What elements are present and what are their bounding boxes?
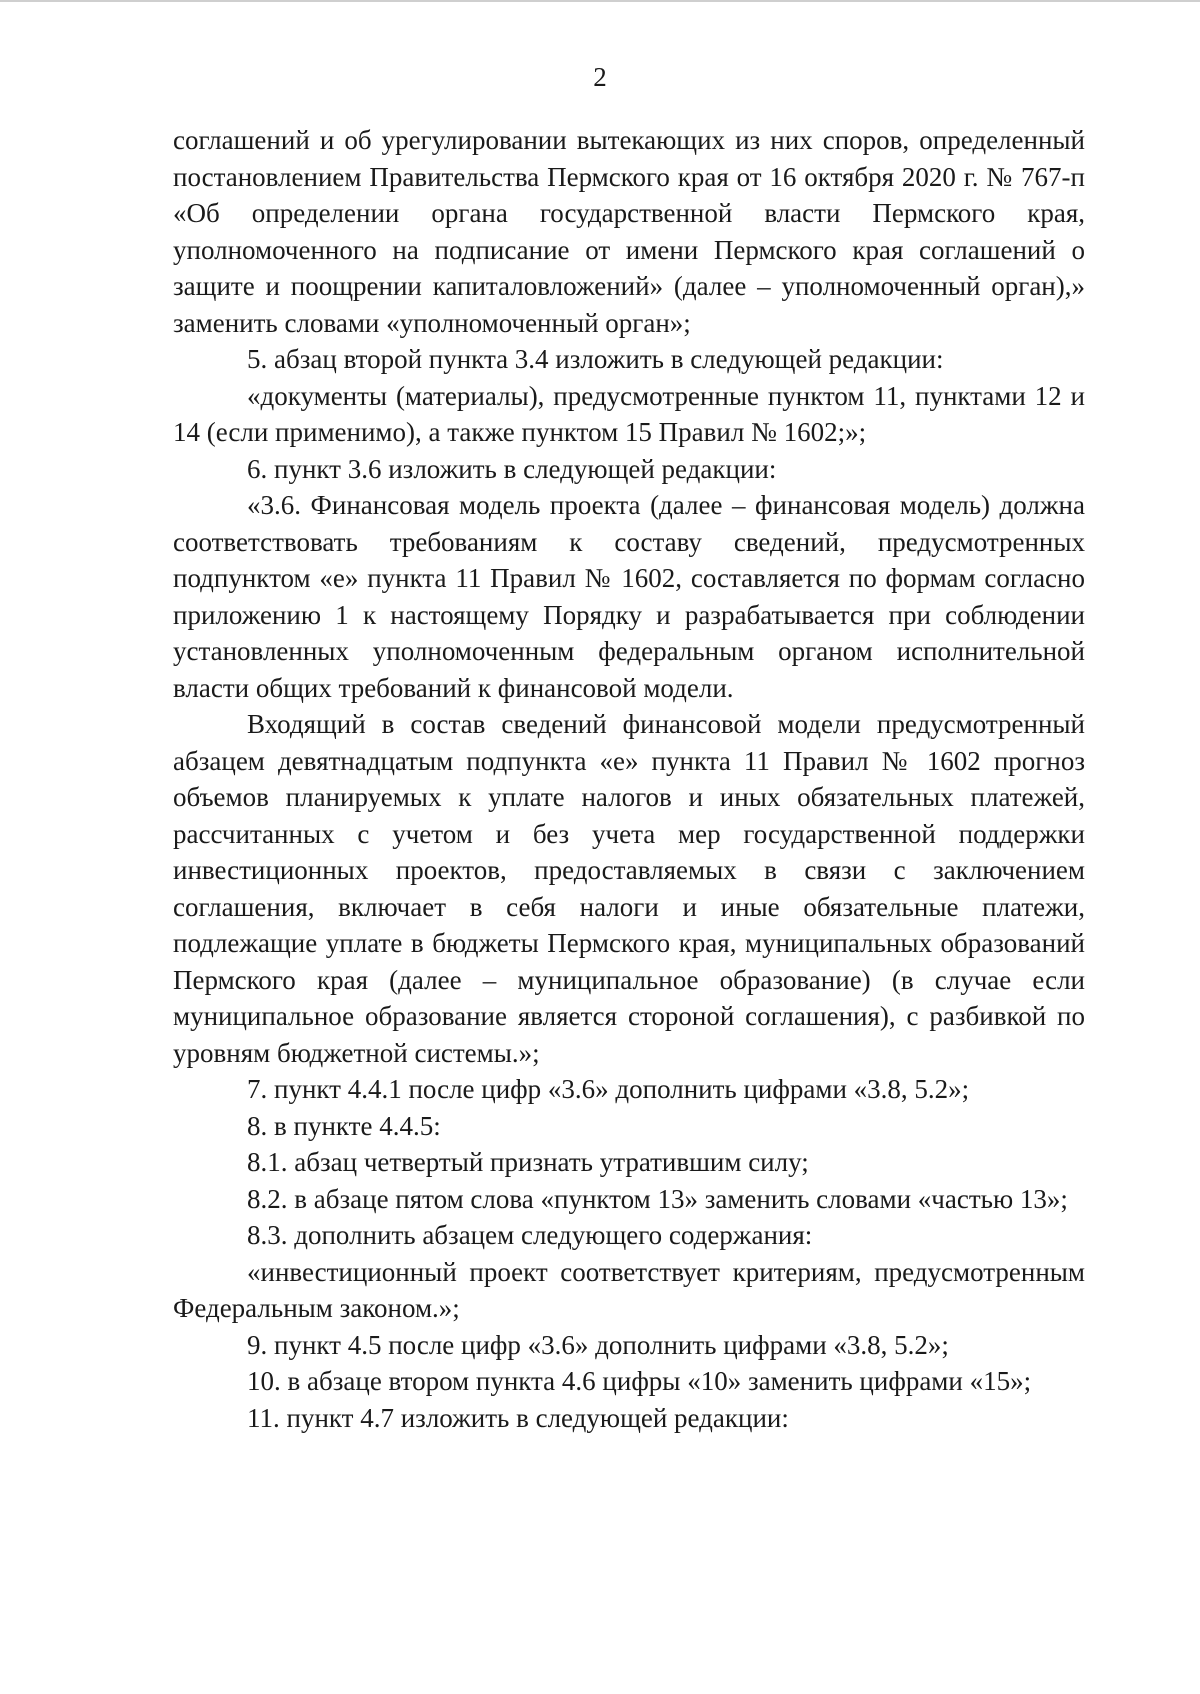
paragraph-item-7: 7. пункт 4.4.1 после цифр «3.6» дополнить цифрами «3.8, 5.2»;: [247, 1074, 970, 1104]
paragraph-item-10: 10. в абзаце втором пункта 4.6 цифры «10» заменить цифрами «15»;: [247, 1366, 1032, 1396]
paragraph-continuation: соглашений и об урегулировании вытекающих из них споров, определенный постановлением Правительства Пермского края от 16 октября 2020 г. № 767-п «Об определении органа государственной власти Пермского края, уполномоченного на подписание от имени Пермского края соглашений о защите и поощрении капиталовложений» (далее – уполномоченный орган),» заменить словами «уполномоченный орган»;: [173, 125, 1085, 338]
paragraph-item-8: 8. в пункте 4.4.5:: [247, 1110, 441, 1141]
page-number: 2: [593, 62, 607, 92]
paragraph-item-9: 9. пункт 4.5 после цифр «3.6» дополнить цифрами «3.8, 5.2»;: [247, 1329, 949, 1360]
document-body: [173, 122, 1085, 1436]
paragraph-item-11: 11. пункт 4.7 изложить в следующей редакции:: [247, 1402, 789, 1433]
paragraph-financial-model-forecast: Входящий в состав сведений финансовой модели предусмотренный абзацем девятнадцатым подпункта «е» пункта 11 Правил № 1602 прогноз объемов планируемых к уплате налогов и иных обязательных платежей, рассчитанных с учетом и без учета мер государственной поддержки инвестиционных проектов, предоставляемых в связи с заключением соглашения, включает в себя налоги и иные обязательные платежи, подлежащие уплате в бюджеты Пермского края, муниципальных образований Пермского края (далее – муниципальное образование) (в случае если муниципальное образование является стороной соглашения), с разбивкой по уровням бюджетной системы.»;: [173, 709, 1085, 1068]
paragraph-item-8-2: 8.2. в абзаце пятом слова «пунктом 13» заменить словами «частью 13»;: [247, 1183, 1068, 1214]
paragraph-item-5: 5. абзац второй пункта 3.4 изложить в следующей редакции:: [247, 344, 944, 374]
scan-edge: [0, 0, 1200, 2]
paragraph-item-5-text: «документы (материалы), предусмотренные пунктом 11, пунктами 12 и 14 (если применимо), а также пунктом 15 Правил № 1602;»;: [173, 380, 1085, 447]
paragraph-item-8-3-text: «инвестиционный проект соответствует критериям, предусмотренным Федеральным законом.»;: [173, 1256, 1085, 1323]
paragraph-item-3-6-text: «3.6. Финансовая модель проекта (далее – финансовая модель) должна соответствовать требованиям к составу сведений, предусмотренных подпунктом «е» пункта 11 Правил № 1602, составляется по формам согласно приложению 1 к настоящему Порядку и разрабатывается при соблюдении установленных уполномоченным федеральным органом исполнительной власти общих требований к финансовой модели.: [173, 490, 1085, 703]
paragraph-item-6: 6. пункт 3.6 изложить в следующей редакции:: [247, 453, 777, 484]
paragraph-item-8-3: 8.3. дополнить абзацем следующего содержания:: [247, 1220, 813, 1250]
paragraph-item-8-1: 8.1. абзац четвертый признать утратившим силу;: [247, 1147, 809, 1177]
